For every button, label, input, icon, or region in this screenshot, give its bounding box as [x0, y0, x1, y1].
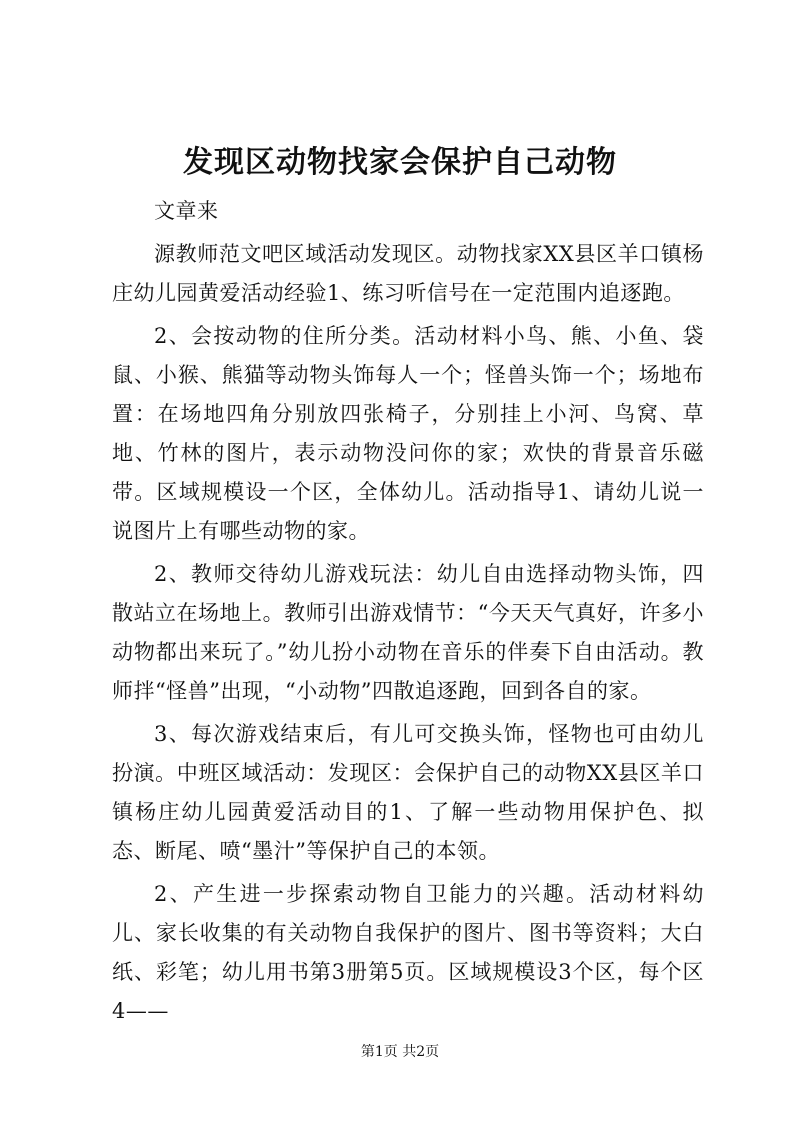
- paragraph-interest: 2、产生进一步探索动物自卫能力的兴趣。活动材料幼儿、家长收集的有关动物自我保护的图片、图书等资料；大白纸、彩笔；幼儿用书第3册第5页。区域规模设3个区，每个区4——: [112, 882, 704, 1023]
- document-body: [112, 192, 704, 1035]
- paragraph-source: 文章来: [154, 199, 219, 223]
- paragraph-intro: 源教师范文吧区域活动发现区。动物找家XX县区羊口镇杨庄幼儿园黄爱活动经验1、练习听信号在一定范围内追逐跑。: [112, 242, 704, 305]
- document-title: 发现区动物找家会保护自己动物: [183, 145, 617, 180]
- paragraph-materials: 2、会按动物的住所分类。活动材料小鸟、熊、小鱼、袋鼠、小猴、熊猫等动物头饰每人一个；怪兽头饰一个；场地布置：在场地四角分别放四张椅子，分别挂上小河、鸟窝、草地、竹林的图片，表示动物没问你的家；欢快的背景音乐磁带。区域规模设一个区，全体幼儿。活动指导1、请幼儿说一说图片上有哪些动物的家。: [112, 324, 704, 543]
- paragraph-middle-class: 3、每次游戏结束后，有儿可交换头饰，怪物也可由幼儿扮演。中班区域活动：发现区：会保护自己的动物XX县区羊口镇杨庄幼儿园黄爱活动目的1、了解一些动物用保护色、拟态、断尾、喷“墨汁”等保护自己的本领。: [112, 722, 704, 863]
- page-footer: 第1页 共2页: [360, 1044, 440, 1060]
- paragraph-game-rules: 2、教师交待幼儿游戏玩法：幼儿自由选择动物头饰，四散站立在场地上。教师引出游戏情节：“今天天气真好，许多小动物都出来玩了。”幼儿扮小动物在音乐的伴奏下自由活动。教师拌“怪兽”出现，“小动物”四散追逐跑，回到各自的家。: [112, 562, 704, 703]
